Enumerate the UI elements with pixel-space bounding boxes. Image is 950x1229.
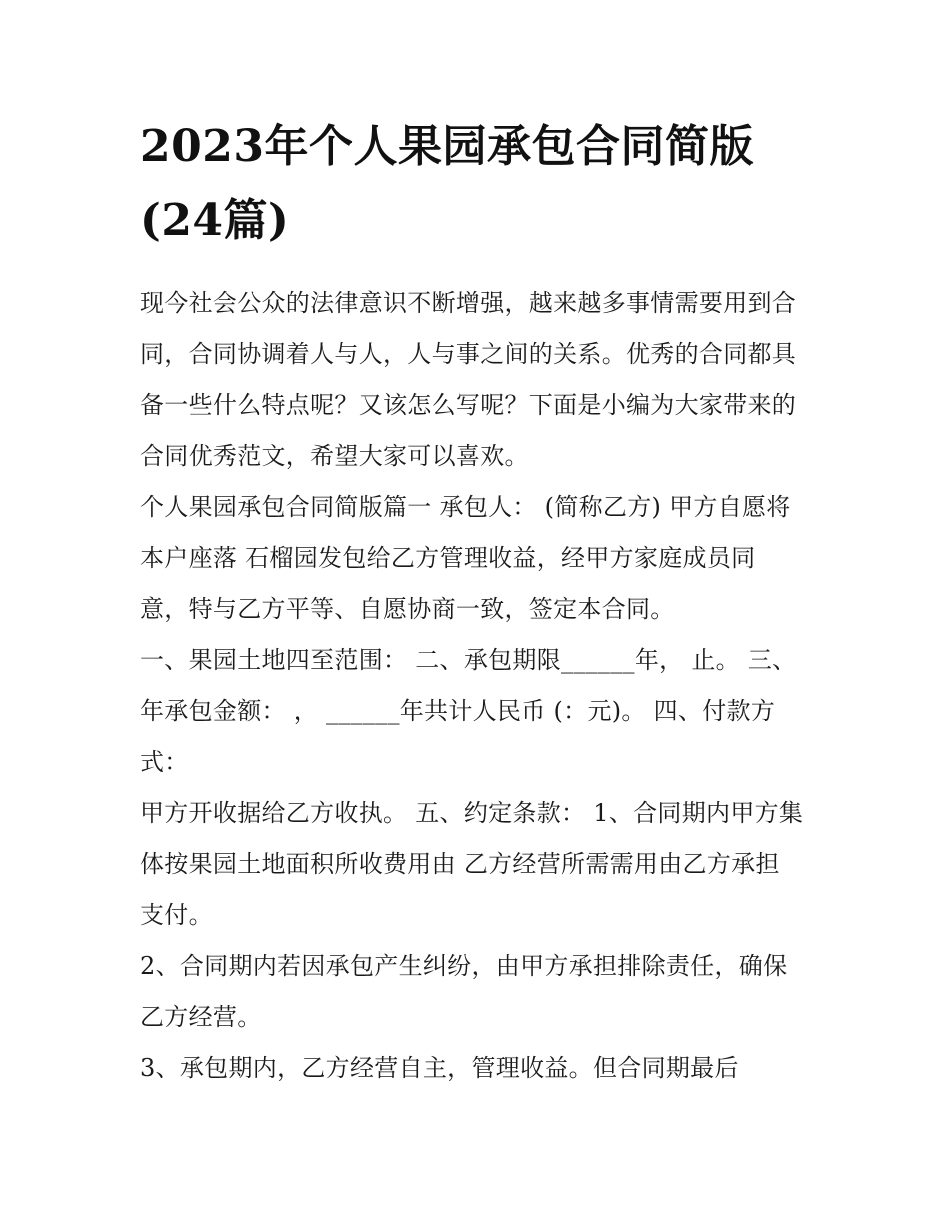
title-line-1: 2023年个人果园承包合同简版 <box>140 121 754 172</box>
text-line: 本户座落 石榴园发包给乙方管理收益，经甲方家庭成员同 <box>140 544 756 572</box>
title-line-2: (24篇) <box>140 195 290 246</box>
text-line: 2、合同期内若因承包产生纠纷，由甲方承担排除责任，确保 <box>140 952 788 980</box>
text-line: 式： <box>140 748 189 776</box>
text-line: 意，特与乙方平等、自愿协商一致，签定本合同。 <box>140 595 675 623</box>
text-line: 支付。 <box>140 901 213 929</box>
text-line: 乙方经营。 <box>140 1003 262 1031</box>
text-line: 年承包金额： ， ______年共计人民币 (：元)。 四、付款方 <box>140 697 776 725</box>
text-line: 体按果园土地面积所收费用由 乙方经营所需需用由乙方承担 <box>140 850 780 878</box>
text-line: 合同优秀范文，希望大家可以喜欢。 <box>140 442 529 470</box>
document-content <box>140 278 820 1094</box>
text-line: 一、果园土地四至范围： 二、承包期限______年， 止。 三、 <box>140 646 797 674</box>
text-line: 3、承包期内，乙方经营自主，管理收益。但合同期最后 <box>140 1054 739 1082</box>
text-line: 备一些什么特点呢？又该怎么写呢？下面是小编为大家带来的 <box>140 391 797 419</box>
text-line: 现今社会公众的法律意识不断增强，越来越多事情需要用到合 <box>140 289 797 317</box>
text-line: 个人果园承包合同简版篇一 承包人： (简称乙方) 甲方自愿将 <box>140 493 791 521</box>
document-title <box>140 110 820 258</box>
text-line: 同，合同协调着人与人，人与事之间的关系。优秀的合同都具 <box>140 340 797 368</box>
document-body <box>140 110 820 1094</box>
text-line: 甲方开收据给乙方收执。 五、约定条款： 1、合同期内甲方集 <box>140 799 804 827</box>
